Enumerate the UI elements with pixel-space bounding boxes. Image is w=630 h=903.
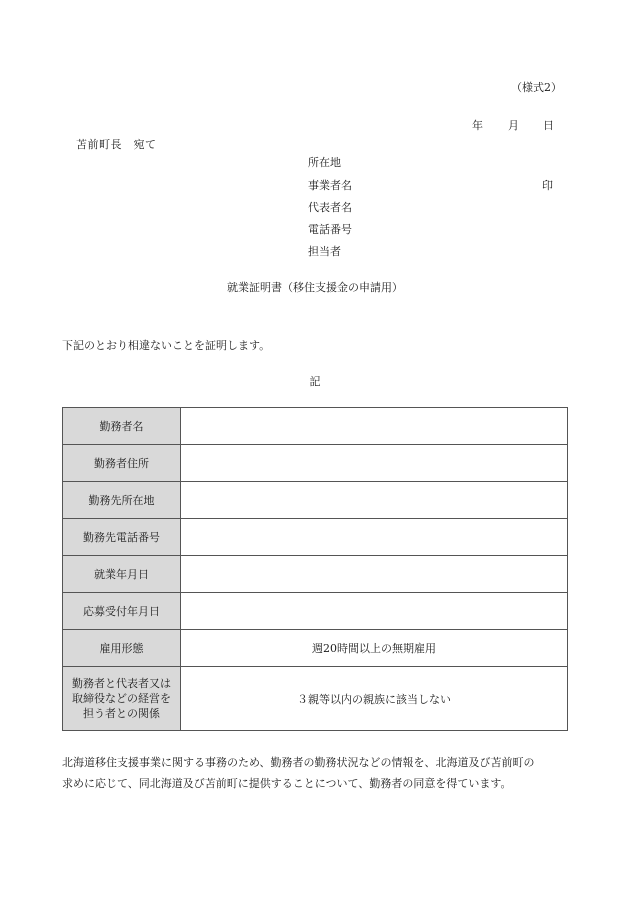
table-row <box>63 445 568 482</box>
workplace-address-field[interactable] <box>181 482 568 519</box>
table-row <box>63 556 568 593</box>
relationship-label-line: 取締役などの経営を <box>72 692 171 705</box>
form-number: （様式2） <box>511 81 562 94</box>
table-row <box>63 593 568 630</box>
employment-type-label: 雇用形態 <box>63 630 181 667</box>
table-row <box>63 630 568 667</box>
addressee: 苫前町長 宛て <box>76 138 157 151</box>
workplace-phone-label: 勤務先電話番号 <box>63 519 181 556</box>
seal-mark: 印 <box>542 179 553 192</box>
ki-heading: 記 <box>309 375 321 388</box>
date-day-label: 日 <box>543 119 554 132</box>
application-date-field[interactable] <box>181 593 568 630</box>
consent-line: 北海道移住支援事業に関する事務のため、勤務者の勤務状況などの情報を、北海道及び苫前町の <box>62 756 535 769</box>
relationship-label <box>63 667 181 731</box>
document-title: 就業証明書（移住支援金の申請用） <box>227 281 403 294</box>
worker-name-label: 勤務者名 <box>63 408 181 445</box>
employment-info-table <box>62 407 568 731</box>
issuer-staff-label: 担当者 <box>308 245 341 258</box>
relationship-label-line: 勤務者と代表者又は <box>72 677 171 690</box>
employment-date-label: 就業年月日 <box>63 556 181 593</box>
consent-line: 求めに応じて、同北海道及び苫前町に提供することについて、勤務者の同意を得ています。 <box>62 777 512 790</box>
consent-paragraph <box>62 752 572 794</box>
table-row <box>63 519 568 556</box>
employment-date-field[interactable] <box>181 556 568 593</box>
issuer-phone-label: 電話番号 <box>308 223 352 236</box>
date-year-label: 年 <box>472 119 483 132</box>
issuer-company-label: 事業者名 <box>308 179 352 192</box>
table-row <box>63 667 568 731</box>
date-month-label: 月 <box>508 119 519 132</box>
worker-address-field[interactable] <box>181 445 568 482</box>
relationship-value: ３親等以内の親族に該当しない <box>181 667 568 731</box>
workplace-address-label: 勤務先所在地 <box>63 482 181 519</box>
worker-address-label: 勤務者住所 <box>63 445 181 482</box>
issuer-address-label: 所在地 <box>308 156 341 169</box>
relationship-label-line: 担う者との関係 <box>83 707 160 720</box>
workplace-phone-field[interactable] <box>181 519 568 556</box>
worker-name-field[interactable] <box>181 408 568 445</box>
employment-type-value: 週20時間以上の無期雇用 <box>181 630 568 667</box>
table-row <box>63 408 568 445</box>
application-date-label: 応募受付年月日 <box>63 593 181 630</box>
certification-statement: 下記のとおり相違ないことを証明します。 <box>62 339 271 352</box>
issuer-representative-label: 代表者名 <box>308 201 352 214</box>
table-row <box>63 482 568 519</box>
